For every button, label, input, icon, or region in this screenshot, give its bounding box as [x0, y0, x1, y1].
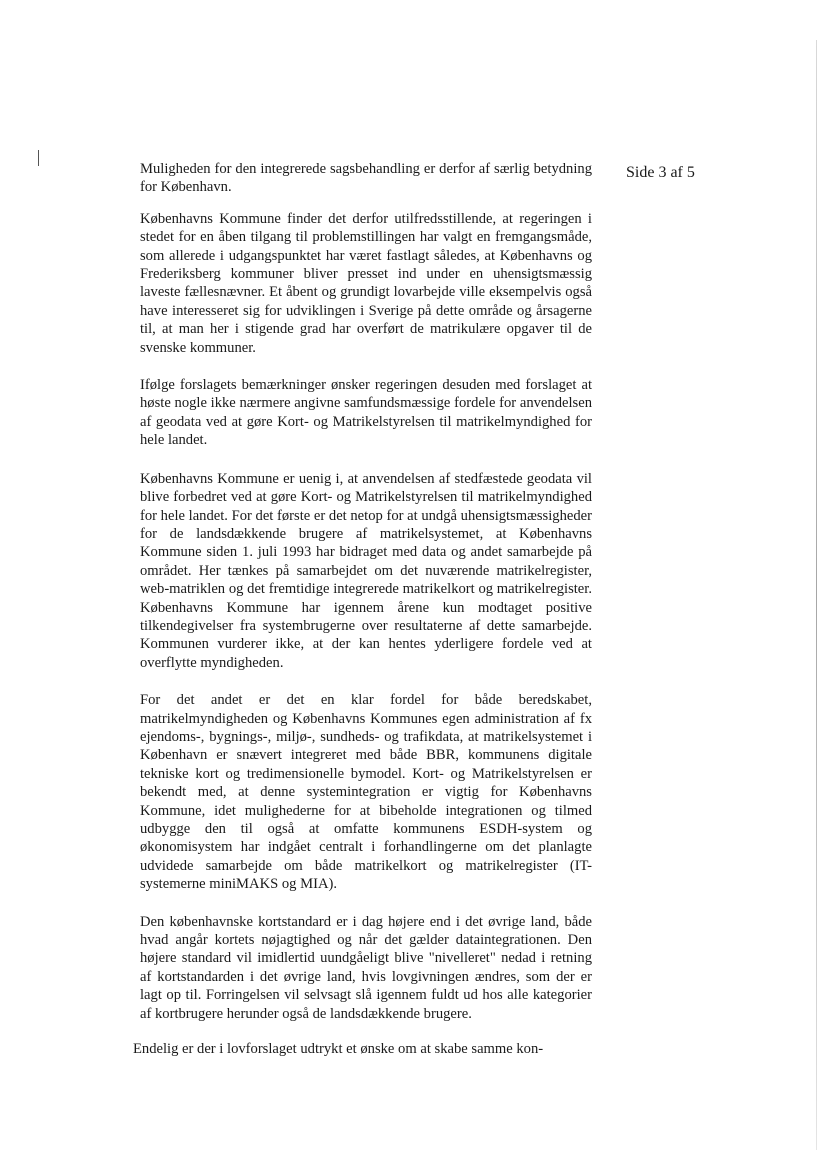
paragraph: Ifølge forslagets bemærkninger ønsker regeringen desuden med forslaget at høste nogle ikke nærmere angivne samfundsmæssige fordele for anvendelsen af geodata ved at gøre Kort- og Matrikelstyrelsen til matrikelmyndighed for hele landet.: [140, 377, 592, 449]
paragraph: Københavns Kommune finder det derfor utilfredsstillende, at regeringen i stedet for en åben tilgang til problemstillingen har valgt en fremgangsmåde, som allerede i udgangspunktet har været fastlagt således, at Københavns og Frederiksberg kommuner bliver presset ind under en uhensigtsmæssig laveste fællesnævner. Et åbent og grundigt lovarbejde ville eksempelvis også have interesseret sig for udviklingen i Sverige på dette område og årsagerne til, at man her i stigende grad har overført de matrikulære opgaver til de svenske kommuner.: [140, 210, 592, 356]
scan-edge-line: [816, 40, 817, 1150]
paragraph: Den københavnske kortstandard er i dag højere end i det øvrige land, både hvad angår kortets nøjagtighed og når det gælder dataintegrationen. Den højere standard vil imidlertid uundgåeligt blive "nivelleret" nedad i retning af kortstandarden i det øvrige land, hvis lovgivningen ændres, som der er lagt op til. Forringelsen vil selvsagt slå igennem fuldt ud hos alle kategorier af kortbrugere herunder også de landsdækkende brugere.: [140, 913, 592, 1022]
paragraph: For det andet er det en klar fordel for både beredskabet, matrikelmyndigheden og Københavns Kommunes egen administration af fx ejendoms-, bygnings-, miljø-, sundheds- og trafikdata, at matrikelsystemet i København er snævert integreret med både BBR, kommunens digitale tekniske kort og tredimensionelle bymodel. Kort- og Matrikelstyrelsen er bekendt med, at denne systemintegration er vigtig for Københavns Kommune, idet mulighederne for at bibeholde integrationen og tilmed udbygge den til også at omfatte kommunens ESDH-system og økonomisystem har indgået centralt i forhandlingerne om det planlagte udvidede samarbejde om både matrikelkort og matrikelregister (IT-systemerne miniMAKS og MIA).: [140, 692, 592, 893]
paragraph: Københavns Kommune er uenig i, at anvendelsen af stedfæstede geodata vil blive forbedret ved at gøre Kort- og Matrikelstyrelsen til matrikelmyndighed for hele landet. For det første er det netop for at undgå uhensigtsmæssigheder for de landsdækkende brugere af matrikelsystemet, at Københavns Kommune siden 1. juli 1993 har bidraget med data og andet samarbejde på området. Her tænkes på samarbejdet om det nuværende matrikelregister, web-matriklen og det fremtidige integrerede matrikelkort og matrikelregister. Københavns Kommune har igennem årene kun modtaget positive tilkendegivelser fra systembrugerne over resultaterne af dette samarbejde. Kommunen vurderer ikke, at der kan hentes yderligere fordele ved at overflytte myndigheden.: [140, 470, 592, 671]
scan-mark: [38, 150, 39, 166]
paragraph: Endelig er der i lovforslaget udtrykt et ønske om at skabe samme kon-: [133, 1041, 544, 1058]
paragraph: Muligheden for den integrerede sagsbehandling er derfor af særlig betydning for København.: [140, 161, 592, 196]
page-number: Side 3 af 5: [626, 164, 695, 181]
document-body: [133, 160, 592, 1074]
